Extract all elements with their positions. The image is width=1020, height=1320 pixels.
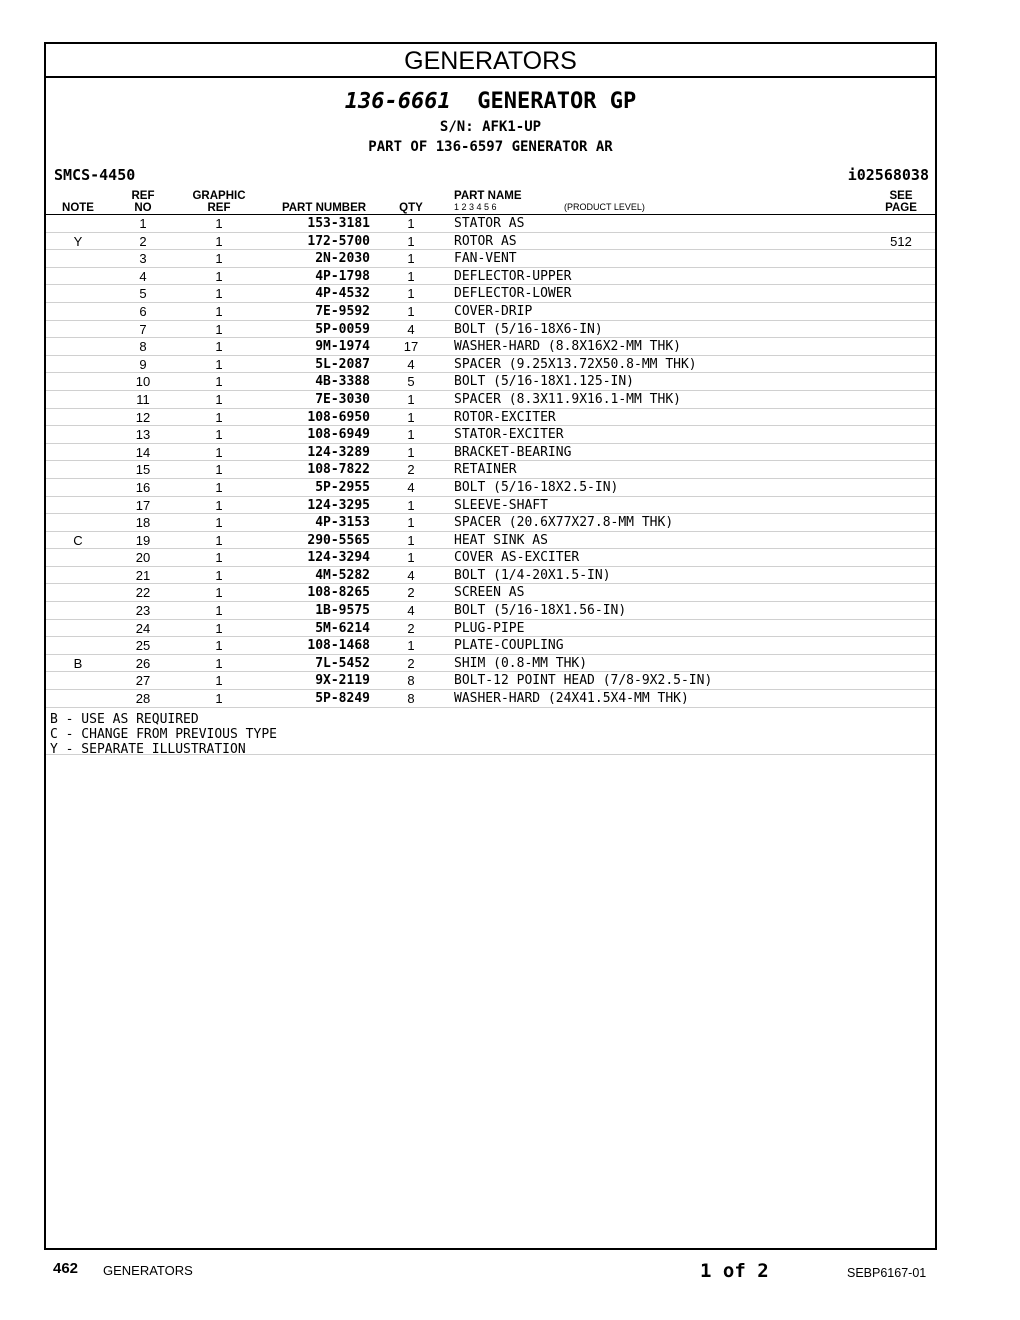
graphic-ref: 1 xyxy=(215,655,223,671)
part-name: PLATE-COUPLING xyxy=(454,638,564,654)
graphic-ref: 1 xyxy=(215,321,223,337)
quantity: 1 xyxy=(407,497,415,513)
col-part-number: PART NUMBER xyxy=(281,202,367,214)
graphic-ref: 1 xyxy=(215,515,223,531)
quantity: 4 xyxy=(407,567,415,583)
table-row xyxy=(46,549,935,567)
part-name: SPACER (20.6X77X27.8-MM THK) xyxy=(454,515,674,531)
ref-number: 11 xyxy=(136,391,150,407)
part-number: 7E-9592 xyxy=(315,303,370,319)
quantity: 1 xyxy=(407,251,415,267)
ref-number: 8 xyxy=(139,339,147,355)
ref-number: 10 xyxy=(135,374,151,390)
table-row xyxy=(46,373,935,391)
quantity: 1 xyxy=(407,444,415,460)
table-row xyxy=(46,479,935,497)
table-row xyxy=(46,567,935,585)
note-cell: B xyxy=(73,655,83,671)
part-name: SLEEVE-SHAFT xyxy=(454,497,548,513)
graphic-ref: 1 xyxy=(215,303,223,319)
ref-number: 28 xyxy=(135,691,151,707)
product-levels: 1 2 3 4 5 6 xyxy=(454,202,497,212)
graphic-ref: 1 xyxy=(215,691,223,707)
table-row xyxy=(46,672,935,690)
ref-number: 1 xyxy=(139,216,147,231)
part-number: 5P-8249 xyxy=(315,691,370,707)
part-name: ROTOR-EXCITER xyxy=(454,409,556,425)
part-number: 108-6949 xyxy=(307,427,370,443)
part-number: 290-5565 xyxy=(307,532,370,548)
table-row xyxy=(46,620,935,638)
ref-number: 26 xyxy=(135,655,151,671)
product-level-label: (PRODUCT LEVEL) xyxy=(564,202,645,212)
quantity: 5 xyxy=(407,374,415,390)
sheet-indicator: 1 of 2 xyxy=(700,1260,769,1282)
note-b: B - USE AS REQUIRED xyxy=(50,712,199,727)
page-number: 462 xyxy=(53,1260,79,1277)
ref-number: 7 xyxy=(139,321,147,337)
quantity: 2 xyxy=(407,585,415,601)
quantity: 4 xyxy=(407,479,415,495)
part-number: 108-7822 xyxy=(307,462,370,478)
serial-number: S/N: AFK1-UP xyxy=(439,119,542,135)
graphic-ref: 1 xyxy=(215,427,223,443)
note-cell: C xyxy=(73,532,83,548)
part-number: 108-8265 xyxy=(307,585,370,601)
part-number: 153-3181 xyxy=(307,216,370,231)
part-number: 108-6950 xyxy=(307,409,370,425)
graphic-ref: 1 xyxy=(215,567,223,583)
quantity: 2 xyxy=(407,620,415,636)
part-name: BOLT (5/16-18X1.56-IN) xyxy=(454,603,627,619)
part-name: ROTOR AS xyxy=(454,233,517,249)
part-name: COVER AS-EXCITER xyxy=(454,550,580,566)
quantity: 1 xyxy=(407,427,415,443)
note-c: C - CHANGE FROM PREVIOUS TYPE xyxy=(50,727,277,742)
part-number: 4B-3388 xyxy=(315,374,370,390)
part-number: 5M-6214 xyxy=(315,620,370,636)
part-number: 4P-1798 xyxy=(315,268,370,284)
table-row xyxy=(46,497,935,515)
table-row xyxy=(46,637,935,655)
part-number: 4M-5282 xyxy=(315,567,370,583)
table-row xyxy=(46,690,935,708)
part-name: COVER-DRIP xyxy=(454,303,533,319)
graphic-ref: 1 xyxy=(215,673,223,689)
graphic-ref: 1 xyxy=(215,216,223,231)
part-name: FAN-VENT xyxy=(454,251,517,267)
ref-number: 24 xyxy=(135,620,151,636)
table-row xyxy=(46,303,935,321)
part-number: 124-3289 xyxy=(307,444,370,460)
part-number: 7E-3030 xyxy=(315,391,370,407)
col-part-name: PART NAME xyxy=(454,190,522,202)
graphic-ref: 1 xyxy=(215,233,223,249)
part-name: SPACER (8.3X11.9X16.1-MM THK) xyxy=(454,391,681,407)
quantity: 1 xyxy=(407,303,415,319)
parts-table xyxy=(46,215,935,708)
ref-number: 9 xyxy=(139,356,147,372)
ref-number: 16 xyxy=(135,479,151,495)
quantity: 4 xyxy=(407,603,415,619)
graphic-ref: 1 xyxy=(215,391,223,407)
ref-number: 2 xyxy=(139,233,147,249)
part-name: DEFLECTOR-LOWER xyxy=(454,286,572,302)
part-name: BOLT-12 POINT HEAD (7/8-9X2.5-IN) xyxy=(454,673,713,689)
group-number: 136-6661 xyxy=(344,89,451,114)
ref-number: 27 xyxy=(135,673,151,689)
table-row xyxy=(46,532,935,550)
ref-number: 6 xyxy=(139,303,147,319)
graphic-ref: 1 xyxy=(215,620,223,636)
quantity: 8 xyxy=(407,673,415,689)
col-ref-top: REF xyxy=(131,190,155,202)
graphic-ref: 1 xyxy=(215,444,223,460)
table-row xyxy=(46,461,935,479)
table-row xyxy=(46,602,935,620)
smcs-code: SMCS-4450 xyxy=(54,166,136,184)
quantity: 1 xyxy=(407,233,415,249)
quantity: 1 xyxy=(407,391,415,407)
quantity: 4 xyxy=(407,356,415,372)
graphic-ref: 1 xyxy=(215,462,223,478)
part-number: 4P-4532 xyxy=(315,286,370,302)
quantity: 2 xyxy=(407,462,415,478)
part-number: 124-3294 xyxy=(307,550,370,566)
group-heading xyxy=(46,88,935,116)
col-ref-bottom: NO xyxy=(134,202,152,214)
ref-number: 21 xyxy=(135,567,151,583)
table-row xyxy=(46,584,935,602)
graphic-ref: 1 xyxy=(215,356,223,372)
part-name: SCREEN AS xyxy=(454,585,525,601)
parts-page-frame xyxy=(44,42,937,1250)
col-see-top: SEE xyxy=(889,190,913,202)
quantity: 1 xyxy=(407,286,415,302)
col-qty: QTY xyxy=(399,202,423,214)
table-row xyxy=(46,655,935,673)
part-name: DEFLECTOR-UPPER xyxy=(454,268,572,284)
quantity: 8 xyxy=(407,691,415,707)
note-y: Y - SEPARATE ILLUSTRATION xyxy=(50,742,246,757)
ref-number: 15 xyxy=(135,462,151,478)
graphic-ref: 1 xyxy=(215,532,223,548)
part-number: 5L-2087 xyxy=(315,356,370,372)
graphic-ref: 1 xyxy=(215,603,223,619)
graphic-ref: 1 xyxy=(215,374,223,390)
part-name: BOLT (1/4-20X1.5-IN) xyxy=(454,567,611,583)
quantity: 1 xyxy=(407,268,415,284)
part-name: BRACKET-BEARING xyxy=(454,444,572,460)
part-number: 5P-0059 xyxy=(315,321,370,337)
ref-number: 12 xyxy=(135,409,151,425)
ref-number: 18 xyxy=(135,515,151,531)
ref-number: 19 xyxy=(135,532,151,548)
table-row xyxy=(46,426,935,444)
part-name: WASHER-HARD (24X41.5X4-MM THK) xyxy=(454,691,689,707)
col-note: NOTE xyxy=(62,202,94,214)
ref-number: 13 xyxy=(135,427,151,443)
table-row xyxy=(46,514,935,532)
part-number: 4P-3153 xyxy=(315,515,370,531)
table-row xyxy=(46,444,935,462)
graphic-ref: 1 xyxy=(215,268,223,284)
graphic-ref: 1 xyxy=(215,479,223,495)
graphic-ref: 1 xyxy=(215,638,223,654)
graphic-ref: 1 xyxy=(215,409,223,425)
document-number: SEBP6167-01 xyxy=(847,1266,927,1280)
table-row xyxy=(46,268,935,286)
notes-divider xyxy=(46,754,935,755)
part-name: BOLT (5/16-18X2.5-IN) xyxy=(454,479,619,495)
part-number: 9X-2119 xyxy=(315,673,370,689)
ref-number: 17 xyxy=(135,497,151,513)
quantity: 1 xyxy=(407,638,415,654)
quantity: 17 xyxy=(403,339,419,355)
table-row xyxy=(46,250,935,268)
col-see-bottom: PAGE xyxy=(885,202,917,214)
ref-number: 25 xyxy=(135,638,151,654)
table-row xyxy=(46,233,935,251)
ref-number: 3 xyxy=(139,251,147,267)
part-number: 108-1468 xyxy=(307,638,370,654)
graphic-ref: 1 xyxy=(215,585,223,601)
graphic-ref: 1 xyxy=(215,251,223,267)
see-page: 512 xyxy=(890,233,912,249)
ref-number: 20 xyxy=(135,550,151,566)
part-number: 172-5700 xyxy=(307,233,370,249)
quantity: 2 xyxy=(407,655,415,671)
part-name: STATOR AS xyxy=(454,216,525,231)
graphic-ref: 1 xyxy=(215,339,223,355)
part-name: RETAINER xyxy=(454,462,517,478)
quantity: 1 xyxy=(407,550,415,566)
quantity: 1 xyxy=(407,216,415,231)
part-name: PLUG-PIPE xyxy=(454,620,525,636)
table-row xyxy=(46,391,935,409)
quantity: 4 xyxy=(407,321,415,337)
part-number: 1B-9575 xyxy=(315,603,370,619)
group-name: GENERATOR GP xyxy=(477,89,637,114)
col-graphic-top: GRAPHIC xyxy=(192,190,246,202)
part-name: SPACER (9.25X13.72X50.8-MM THK) xyxy=(454,356,697,372)
table-row xyxy=(46,285,935,303)
ref-number: 22 xyxy=(135,585,151,601)
table-row xyxy=(46,409,935,427)
table-row xyxy=(46,356,935,374)
col-graphic-bottom: REF xyxy=(207,202,231,214)
illustration-id: i02568038 xyxy=(847,166,929,184)
ref-number: 23 xyxy=(135,603,151,619)
footer-section: GENERATORS xyxy=(103,1263,193,1278)
ref-number: 5 xyxy=(139,286,147,302)
graphic-ref: 1 xyxy=(215,497,223,513)
part-name: STATOR-EXCITER xyxy=(454,427,564,443)
part-name: WASHER-HARD (8.8X16X2-MM THK) xyxy=(454,339,681,355)
quantity: 1 xyxy=(407,515,415,531)
part-name: SHIM (0.8-MM THK) xyxy=(454,655,588,671)
quantity: 1 xyxy=(407,532,415,548)
part-number: 2N-2030 xyxy=(315,251,370,267)
notes-legend xyxy=(50,712,277,757)
table-row xyxy=(46,215,935,233)
note-cell: Y xyxy=(73,233,83,249)
table-row xyxy=(46,338,935,356)
graphic-ref: 1 xyxy=(215,550,223,566)
part-name: BOLT (5/16-18X6-IN) xyxy=(454,321,603,337)
ref-number: 14 xyxy=(135,444,151,460)
ref-number: 4 xyxy=(139,268,147,284)
part-number: 5P-2955 xyxy=(315,479,370,495)
part-number: 124-3295 xyxy=(307,497,370,513)
part-of-line: PART OF 136-6597 GENERATOR AR xyxy=(368,139,613,155)
quantity: 1 xyxy=(407,409,415,425)
part-number: 7L-5452 xyxy=(315,655,370,671)
part-number: 9M-1974 xyxy=(315,339,370,355)
part-name: HEAT SINK AS xyxy=(454,532,548,548)
part-name: BOLT (5/16-18X1.125-IN) xyxy=(454,374,635,390)
table-row xyxy=(46,321,935,339)
section-title: GENERATORS xyxy=(46,44,935,78)
graphic-ref: 1 xyxy=(215,286,223,302)
